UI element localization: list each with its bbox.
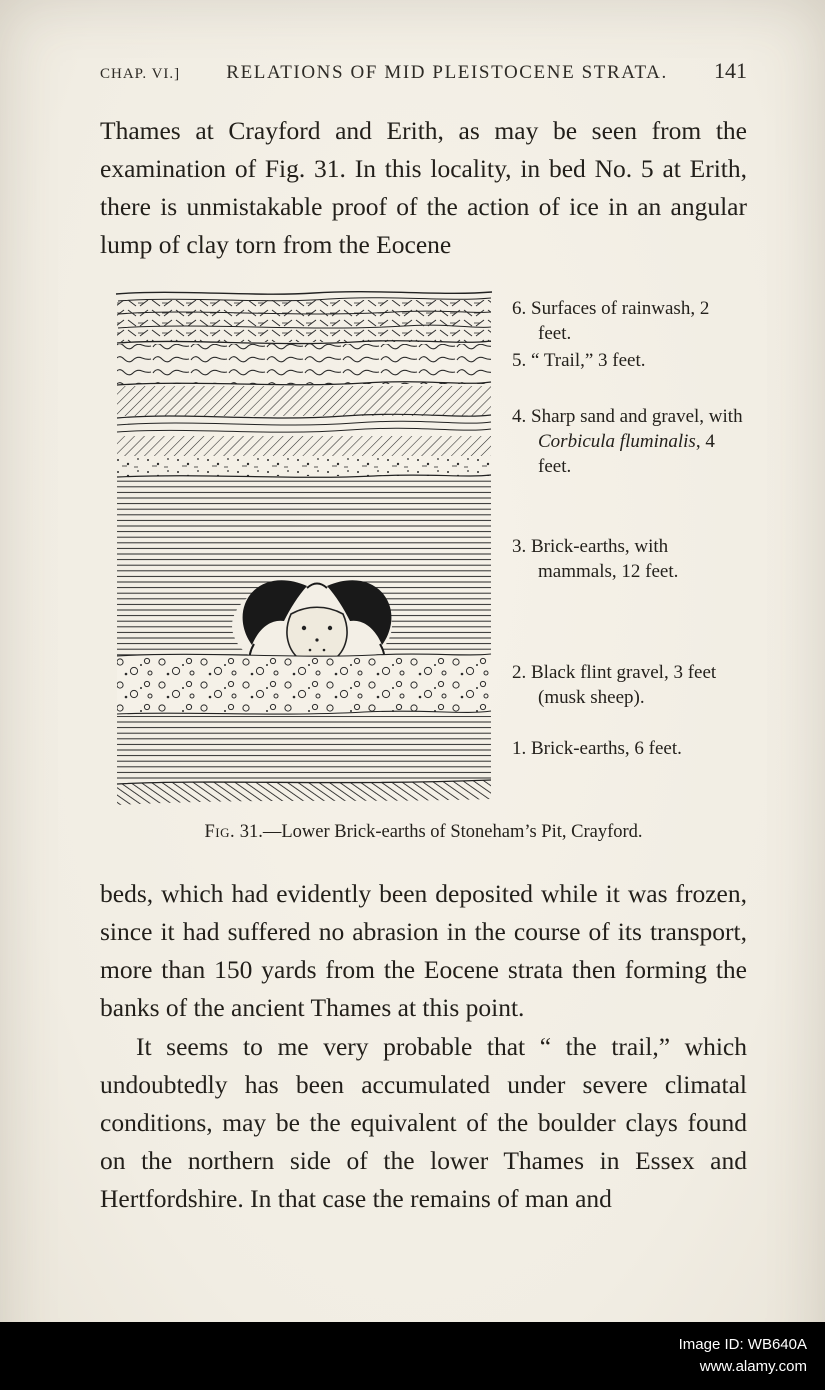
alamy-url: www.alamy.com: [699, 1358, 807, 1375]
running-title: RELATIONS OF MID PLEISTOCENE STRATA.: [226, 62, 668, 83]
key-number: 3.: [512, 536, 527, 557]
paragraph-1: Thames at Crayford and Erith, as may be seen from the examination of Fig. 31. In this locality, in bed No. 5 at Erith, there is unmistakable proof of the action of ice in an angular lump of clay torn from the Eocene: [100, 116, 747, 259]
key-item-2: [512, 660, 747, 710]
layer-2-flint-gravel: [117, 654, 491, 715]
key-item-4: [512, 404, 747, 479]
watermark-bar: [0, 1322, 825, 1390]
key-text: Brick-earths, 6 feet.: [531, 738, 682, 759]
chapter-label: CHAP. VI.]: [100, 66, 181, 82]
layer-5-trail: [117, 344, 491, 384]
layer-4-sand-gravel: [117, 386, 491, 476]
key-text: Black flint gravel, 3 feet (musk sheep).: [531, 662, 717, 708]
key-text: Brick-earths, with mammals, 12 feet.: [531, 536, 679, 582]
key-number: 5.: [512, 350, 527, 371]
key-text: Surfaces of rainwash, 2 feet.: [531, 298, 710, 344]
key-text: Sharp sand and gravel, with: [531, 406, 743, 427]
figure-31: [100, 288, 747, 808]
key-item-3: [512, 534, 747, 584]
figure-key: [512, 288, 747, 808]
key-item-5: [512, 348, 747, 373]
layer-6-rainwash: [116, 292, 492, 342]
caption-text: 31.—Lower Brick-earths of Stoneham’s Pit, Crayford.: [239, 822, 643, 842]
key-item-6: [512, 296, 747, 346]
key-item-1: [512, 736, 747, 761]
key-number: 6.: [512, 298, 527, 319]
paragraph-3: It seems to me very probable that “ the trail,” which undoubtedly has been accumulated under severe climatal conditions, may be the equivalent of the boulder clays found on the northern side of the lower Thames in Essex and Hertfordshire. In that case the remains of man and: [100, 1032, 747, 1213]
page-header: [100, 58, 747, 84]
key-number: 2.: [512, 662, 527, 683]
paragraph-2: beds, which had evidently been deposited while it was frozen, since it had suffered no abrasion in the course of its transport, more than 150 yards from the Eocene strata then forming the banks of the ancient Thames at this point.: [100, 879, 747, 1022]
basal-band: [117, 780, 491, 805]
key-number: 4.: [512, 406, 527, 427]
layer-1-brick-earths: [117, 716, 491, 780]
key-text: “ Trail,” 3 feet.: [531, 350, 646, 371]
strata-diagram: [114, 288, 494, 808]
key-number: 1.: [512, 738, 527, 759]
page-number: 141: [714, 58, 747, 83]
key-italic: Corbicula fluminalis: [538, 431, 696, 452]
key-text-post: , 4 feet.: [538, 431, 715, 477]
image-id: Image ID: WB640A: [678, 1336, 807, 1353]
strata-diagram-svg: [114, 288, 494, 808]
caption-prefix: Fig.: [204, 822, 236, 842]
figure-caption: [100, 822, 747, 843]
